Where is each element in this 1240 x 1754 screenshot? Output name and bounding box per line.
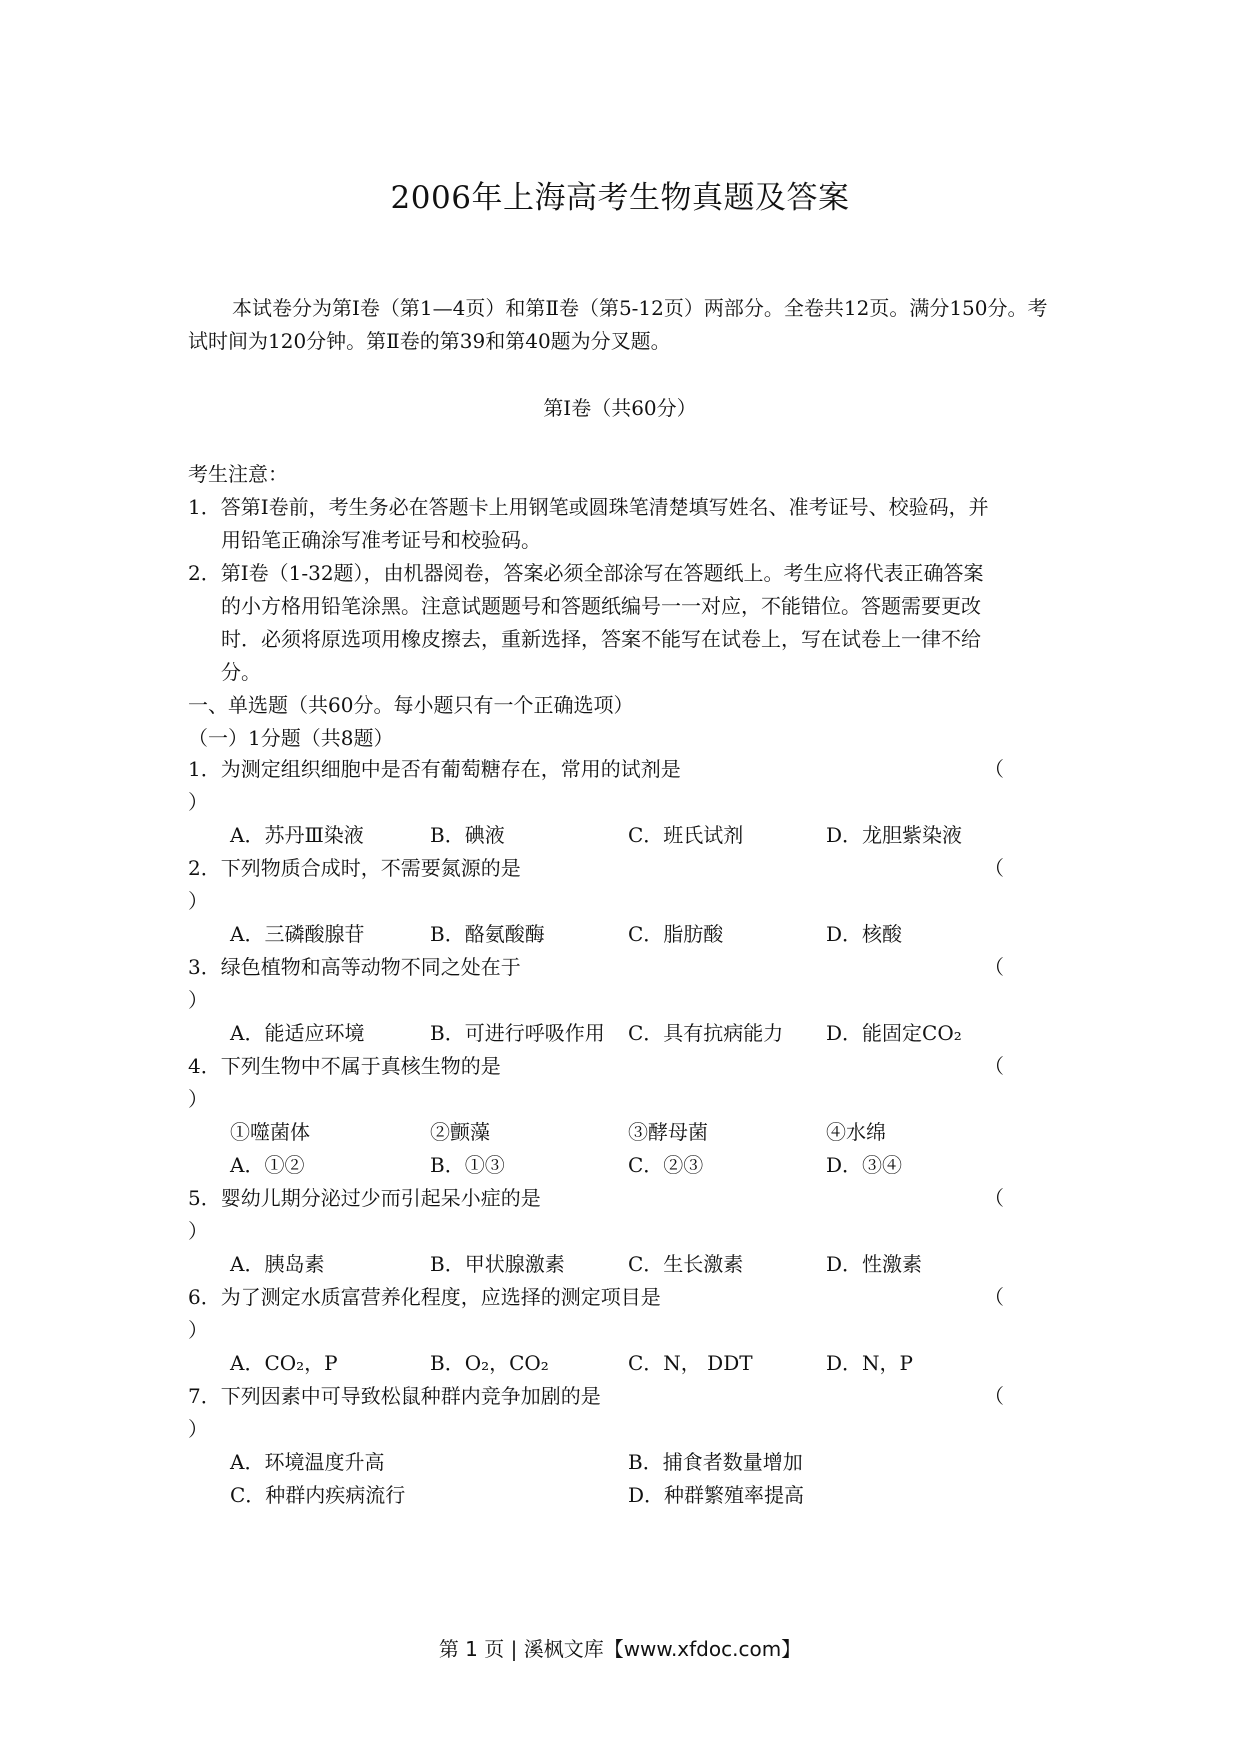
note-item (188, 557, 1058, 689)
question-stem: 1．为测定组织细胞中是否有葡萄糖存在，常用的试剂是 (188, 757, 681, 781)
note-continuation: 用铅笔正确涂写准考证号和校验码。 (221, 528, 541, 552)
options-row (188, 1446, 1048, 1479)
note-continuation: 时．必须将原选项用橡皮擦去，重新选择，答案不能写在试卷上，写在试卷上一律不给 (221, 627, 981, 651)
question (188, 951, 1048, 1050)
option-c: C．班氏试剂 (628, 823, 744, 847)
option-a: A．能适应环境 (230, 1021, 365, 1045)
question-stem: 7．下列因素中可导致松鼠种群内竞争加剧的是 (188, 1384, 601, 1408)
option-a: A．胰岛素 (230, 1252, 325, 1276)
answer-paren-close: ） (188, 1318, 208, 1342)
note-text: 1．答第Ⅰ卷前，考生务必在答题卡上用钢笔或圆珠笔清楚填写姓名、准考证号、校验码，并 (188, 495, 989, 519)
options-row (188, 1479, 1048, 1512)
options-row (188, 1248, 1048, 1281)
option-c: C．生长激素 (628, 1252, 744, 1276)
item-3: ③酵母菌 (628, 1120, 708, 1144)
answer-paren-open: （ (984, 856, 1004, 880)
note-text: 2．第Ⅰ卷（1-32题），由机器阅卷，答案必须全部涂写在答题纸上。考生应将代表正确答案 (188, 561, 984, 585)
option-a: A．①② (230, 1153, 305, 1177)
answer-paren-close: ） (188, 889, 208, 913)
option-d: D．性激素 (826, 1252, 923, 1276)
option-b: B．捕食者数量增加 (628, 1450, 803, 1474)
option-c: C．脂肪酸 (628, 922, 724, 946)
notes-heading: 考生注意： (188, 462, 288, 486)
note-continuation: 分。 (221, 660, 261, 684)
options-row (188, 1347, 1048, 1380)
option-b: B．酪氨酸酶 (430, 922, 545, 946)
item-1: ①噬菌体 (230, 1120, 310, 1144)
question (188, 1050, 1048, 1182)
question-stem: 5．婴幼儿期分泌过少而引起呆小症的是 (188, 1186, 541, 1210)
subsection-title: （一）1分题（共8题） (188, 726, 394, 750)
option-a: A．苏丹Ⅲ染液 (230, 823, 364, 847)
question-stem: 3．绿色植物和高等动物不同之处在于 (188, 955, 521, 979)
option-d: D．龙胆紫染液 (826, 823, 963, 847)
answer-paren-open: （ (984, 1384, 1004, 1408)
question (188, 1380, 1048, 1512)
question (188, 1182, 1048, 1281)
options-row (188, 1149, 1048, 1182)
answer-paren-close: ） (188, 1087, 208, 1111)
answer-paren-open: （ (984, 955, 1004, 979)
page-footer: 第 1 页 | 溪枫文库【www.xfdoc.com】 (438, 1637, 802, 1661)
option-c: C．种群内疾病流行 (230, 1483, 406, 1507)
options-row (188, 1017, 1048, 1050)
intro-paragraph: 本试卷分为第Ⅰ卷（第1—4页）和第Ⅱ卷（第5-12页）两部分。全卷共12页。满分150分。考试时间为120分钟。第Ⅱ卷的第39和第40题为分叉题。 (188, 296, 1048, 353)
item-4: ④水绵 (826, 1120, 886, 1144)
section-heading: 第Ⅰ卷（共60分） (543, 396, 697, 420)
option-d: D．能固定CO₂ (826, 1021, 962, 1045)
option-d: D．N，P (826, 1351, 913, 1375)
answer-paren-close: ） (188, 790, 208, 814)
items-row (188, 1116, 1048, 1149)
option-b: B．碘液 (430, 823, 505, 847)
page-title: 2006年上海高考生物真题及答案 (390, 180, 850, 216)
part-title: 一、单选题（共60分。每小题只有一个正确选项） (188, 693, 634, 717)
answer-paren-open: （ (984, 757, 1004, 781)
question (188, 1281, 1048, 1380)
options-row (188, 819, 1048, 852)
options-row (188, 918, 1048, 951)
item-2: ②颤藻 (430, 1120, 490, 1144)
question-stem: 6．为了测定水质富营养化程度，应选择的测定项目是 (188, 1285, 661, 1309)
question-stem: 2．下列物质合成时，不需要氮源的是 (188, 856, 521, 880)
option-c: C．N， DDT (628, 1351, 753, 1375)
notes-block (188, 458, 1058, 755)
answer-paren-open: （ (984, 1054, 1004, 1078)
option-b: B．O₂，CO₂ (430, 1351, 549, 1375)
questions-list (188, 753, 1048, 1512)
note-continuation: 的小方格用铅笔涂黑。注意试题题号和答题纸编号一一对应，不能错位。答题需要更改 (221, 594, 981, 618)
question-stem: 4．下列生物中不属于真核生物的是 (188, 1054, 501, 1078)
option-b: B．①③ (430, 1153, 505, 1177)
question (188, 852, 1048, 951)
answer-paren-close: ） (188, 1417, 208, 1441)
answer-paren-open: （ (984, 1186, 1004, 1210)
question (188, 753, 1048, 852)
note-item (188, 491, 1058, 557)
option-c: C．②③ (628, 1153, 704, 1177)
option-d: D．种群繁殖率提高 (628, 1483, 805, 1507)
option-d: D．③④ (826, 1153, 903, 1177)
option-b: B．可进行呼吸作用 (430, 1021, 605, 1045)
answer-paren-open: （ (984, 1285, 1004, 1309)
option-a: A．环境温度升高 (230, 1450, 385, 1474)
answer-paren-close: ） (188, 988, 208, 1012)
option-a: A．三磷酸腺苷 (230, 922, 365, 946)
option-b: B．甲状腺激素 (430, 1252, 565, 1276)
answer-paren-close: ） (188, 1219, 208, 1243)
option-a: A．CO₂，P (230, 1351, 338, 1375)
option-d: D．核酸 (826, 922, 903, 946)
option-c: C．具有抗病能力 (628, 1021, 784, 1045)
